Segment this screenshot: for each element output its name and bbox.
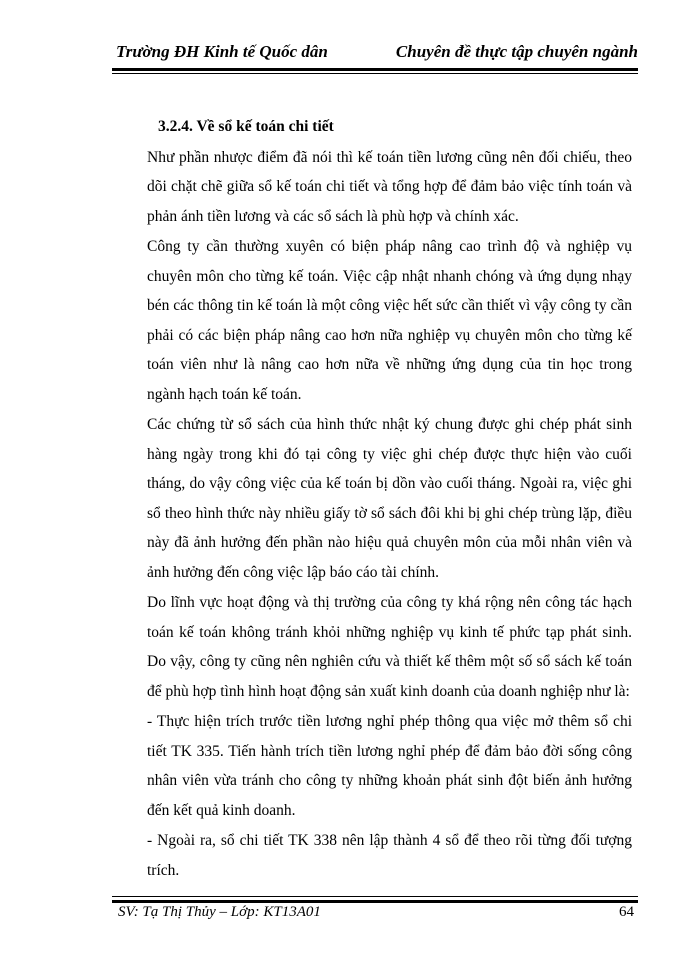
paragraph: Như phần nhược điểm đã nói thì kế toán tiền lương cũng nên đối chiếu, theo dõi chặt chẽ giữa sổ kế toán chi tiết và tổng hợp để đảm bảo việc tính toán và phản ánh tiền lương và các sổ sách là phù hợp và chính xác. [147, 148, 632, 225]
bullet-item: - Thực hiện trích trước tiền lương nghỉ phép thông qua việc mở thêm sổ chi tiết TK 335. Tiến hành trích tiền lương nghỉ phép để đảm bảo đời sống công nhân viên vừa tránh cho công ty những khoản phát sinh đột biến ảnh hưởng đến kết quả kinh doanh. [147, 713, 632, 819]
header-school: Trường ĐH Kinh tế Quốc dân [116, 42, 328, 61]
page-footer [112, 902, 638, 926]
header-document-type: Chuyên đề thực tập chuyên ngành [395, 42, 638, 61]
header-rule-thick [112, 68, 638, 71]
paragraph: Các chứng từ sổ sách của hình thức nhật ký chung được ghi chép phát sinh hàng ngày trong khi đó tại công ty việc ghi chép được thực hiện vào cuối tháng, do vậy công việc của kế toán bị dồn vào cuối tháng. Ngoài ra, việc ghi sổ theo hình thức này nhiều giấy tờ sổ sách đôi khi bị ghi chép trùng lặp, điều này đã ảnh hưởng đến phần nào hiệu quả chuyên môn của mỗi nhân viên và ảnh hưởng đến công việc lập báo cáo tài chính. [147, 416, 632, 581]
footer-student-info: SV: Tạ Thị Thủy – Lớp: KT13A01 [118, 904, 321, 920]
paragraph: Do lĩnh vực hoạt động và thị trường của công ty khá rộng nên công tác hạch toán kế toán không tránh khỏi những nghiệp vụ kinh tế phức tạp phát sinh. Do vậy, công ty cũng nên nghiên cứu và thiết kế thêm một số sổ sách kế toán để phù hợp tình hình hoạt động sản xuất kinh doanh của doanh nghiệp như là: [147, 594, 632, 700]
page-number: 64 [619, 904, 634, 920]
bullet-item: - Ngoài ra, sổ chi tiết TK 338 nên lập thành 4 sổ để theo rõi từng đối tượng trích. [147, 832, 632, 879]
page-header [112, 40, 638, 70]
page-body [148, 112, 632, 886]
section-title: 3.2.4. Về sổ kế toán chi tiết [158, 118, 334, 135]
paragraph: Công ty cần thường xuyên có biện pháp nâng cao trình độ và nghiệp vụ chuyên môn cho từng kế toán. Việc cập nhật nhanh chóng và ứng dụng nhạy bén các thông tin kế toán là một công việc hết sức cần thiết vì vậy công ty cần phải có các biện pháp nâng cao hơn nữa nghiệp vụ chuyên môn cho từng kế toán viên như là nâng cao hơn nữa về những ứng dụng của tin học trong ngành hạch toán kế toán. [147, 238, 632, 403]
footer-rule-thin [112, 896, 638, 897]
header-rule-thin [112, 73, 638, 74]
